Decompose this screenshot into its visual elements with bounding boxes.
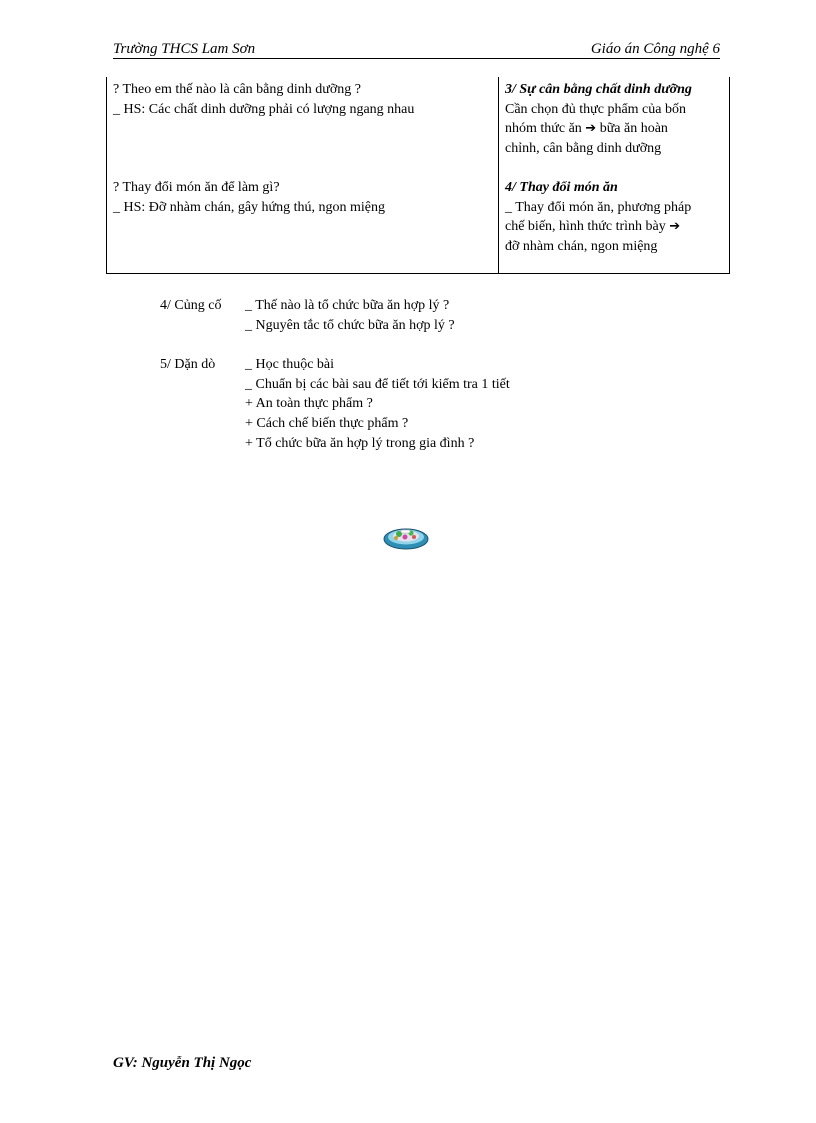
cung-co-label: 4/ Củng cố [160, 298, 222, 313]
section-3-line-3: chỉnh, cân bằng dinh dưỡng [505, 141, 662, 156]
dan-do-item-5: + Tổ chức bữa ăn hợp lý trong gia đình ? [245, 436, 475, 451]
question-balance: ? Theo em thế nào là cân bằng dinh dưỡng ? [113, 82, 361, 97]
answer-balance: _ HS: Các chất dinh dưỡng phải có lượng ngang nhau [113, 102, 415, 117]
cung-co-item-2: _ Nguyên tắc tổ chức bữa ăn hợp lý ? [245, 318, 455, 333]
food-dish-clipart-icon [383, 524, 429, 550]
section-3-line-2 [505, 119, 668, 139]
lesson-table [106, 77, 730, 274]
school-name: Trường THCS Lam Sơn [113, 41, 256, 57]
section-3-line-2-b: bữa ăn hoàn [599, 121, 668, 136]
section-3-line-2-a: nhóm thức ăn [505, 121, 582, 136]
dan-do-item-2: _ Chuẩn bị các bài sau để tiết tới kiểm tra 1 tiết [245, 377, 510, 392]
dan-do-item-3: + An toàn thực phẩm ? [245, 396, 373, 411]
subject-title: Giáo án Công nghệ 6 [590, 41, 720, 57]
section-4-line-2 [505, 217, 680, 237]
cung-co-item-1: _ Thế nào là tổ chức bữa ăn hợp lý ? [245, 298, 450, 313]
arrow-right-icon: ➔ [585, 121, 597, 136]
dan-do-item-1: _ Học thuộc bài [245, 357, 335, 372]
section-4-line-1: _ Thay đổi món ăn, phương pháp [505, 200, 692, 215]
section-4-line-2-a: chế biến, hình thức trình bày [505, 219, 666, 234]
answer-change: _ HS: Đỡ nhàm chán, gây hứng thú, ngon miệng [113, 200, 386, 215]
section-4-line-3: đỡ nhàm chán, ngon miệng [505, 239, 658, 254]
section-3-title: 3/ Sự cân bằng chất dinh dưỡng [505, 82, 692, 97]
teacher-signature: GV: Nguyễn Thị Ngọc [113, 1055, 252, 1071]
dan-do-label: 5/ Dặn dò [160, 357, 216, 372]
page-header [113, 40, 720, 59]
section-4-title: 4/ Thay đổi món ăn [505, 180, 618, 195]
section-3-line-1: Cần chọn đủ thực phẩm của bốn [505, 102, 686, 117]
dan-do-item-4: + Cách chế biến thực phẩm ? [245, 416, 409, 431]
question-change: ? Thay đổi món ăn để làm gì? [113, 180, 280, 195]
column-divider [498, 77, 499, 273]
arrow-right-icon: ➔ [669, 219, 681, 234]
